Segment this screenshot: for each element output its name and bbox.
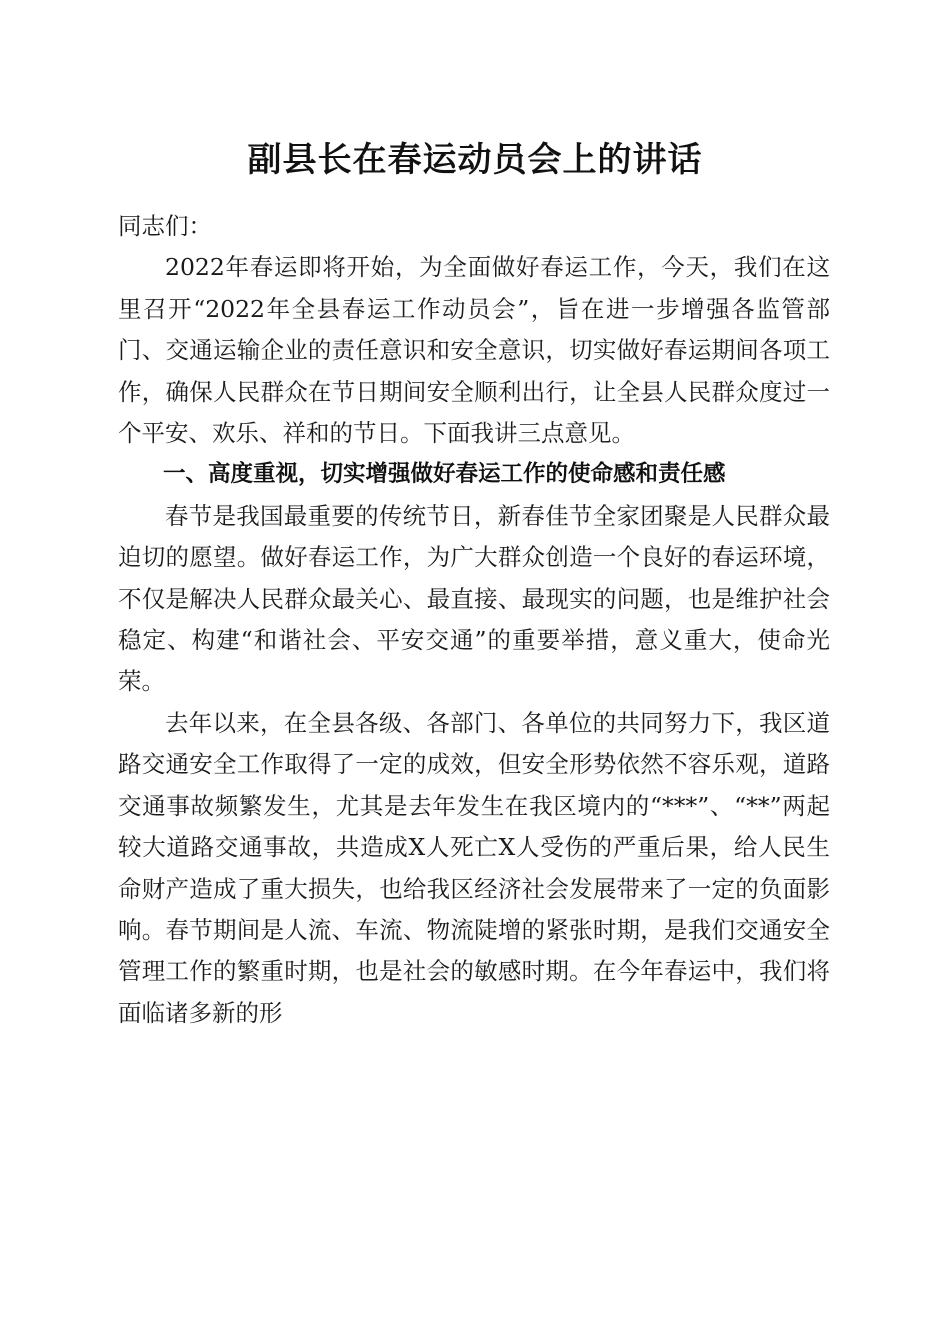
section-1-paragraph-1: 春节是我国最重要的传统节日，新春佳节全家团聚是人民群众最迫切的愿望。做好春运工作，为广大群众创造一个良好的春运环境，不仅是解决人民群众最关心、最直接、最现实的问题，也是维护社会稳定、构建“和谐社会、平安交通”的重要举措，意义重大，使命光荣。 [118, 501, 830, 696]
document-body [118, 206, 830, 1034]
document-title: 副县长在春运动员会上的讲话 [247, 140, 703, 180]
salutation: 同志们： [118, 212, 212, 240]
intro-paragraph: 2022年春运即将开始，为全面做好春运工作，今天，我们在这里召开“2022年全县春运工作动员会”，旨在进一步增强各监管部门、交通运输企业的责任意识和安全意识，切实做好春运期间各项工作，确保人民群众在节日期间安全顺利出行，让全县人民群众度过一个平安、欢乐、祥和的节日。下面我讲三点意见。 [118, 253, 830, 448]
section-1-paragraph-2: 去年以来，在全县各级、各部门、各单位的共同努力下，我区道路交通安全工作取得了一定的成效，但安全形势依然不容乐观，道路交通事故频繁发生，尤其是去年发生在我区境内的“***”、“**”两起较大道路交通事故，共造成X人死亡X人受伤的严重后果，给人民生命财产造成了重大损失，也给我区经济社会发展带来了一定的负面影响。春节期间是人流、车流、物流陡增的紧张时期，是我们交通安全管理工作的繁重时期，也是社会的敏感时期。在今年春运中，我们将面临诸多新的形 [118, 708, 830, 1027]
section-1-heading: 一、高度重视，切实增强做好春运工作的使命感和责任感 [163, 461, 726, 488]
